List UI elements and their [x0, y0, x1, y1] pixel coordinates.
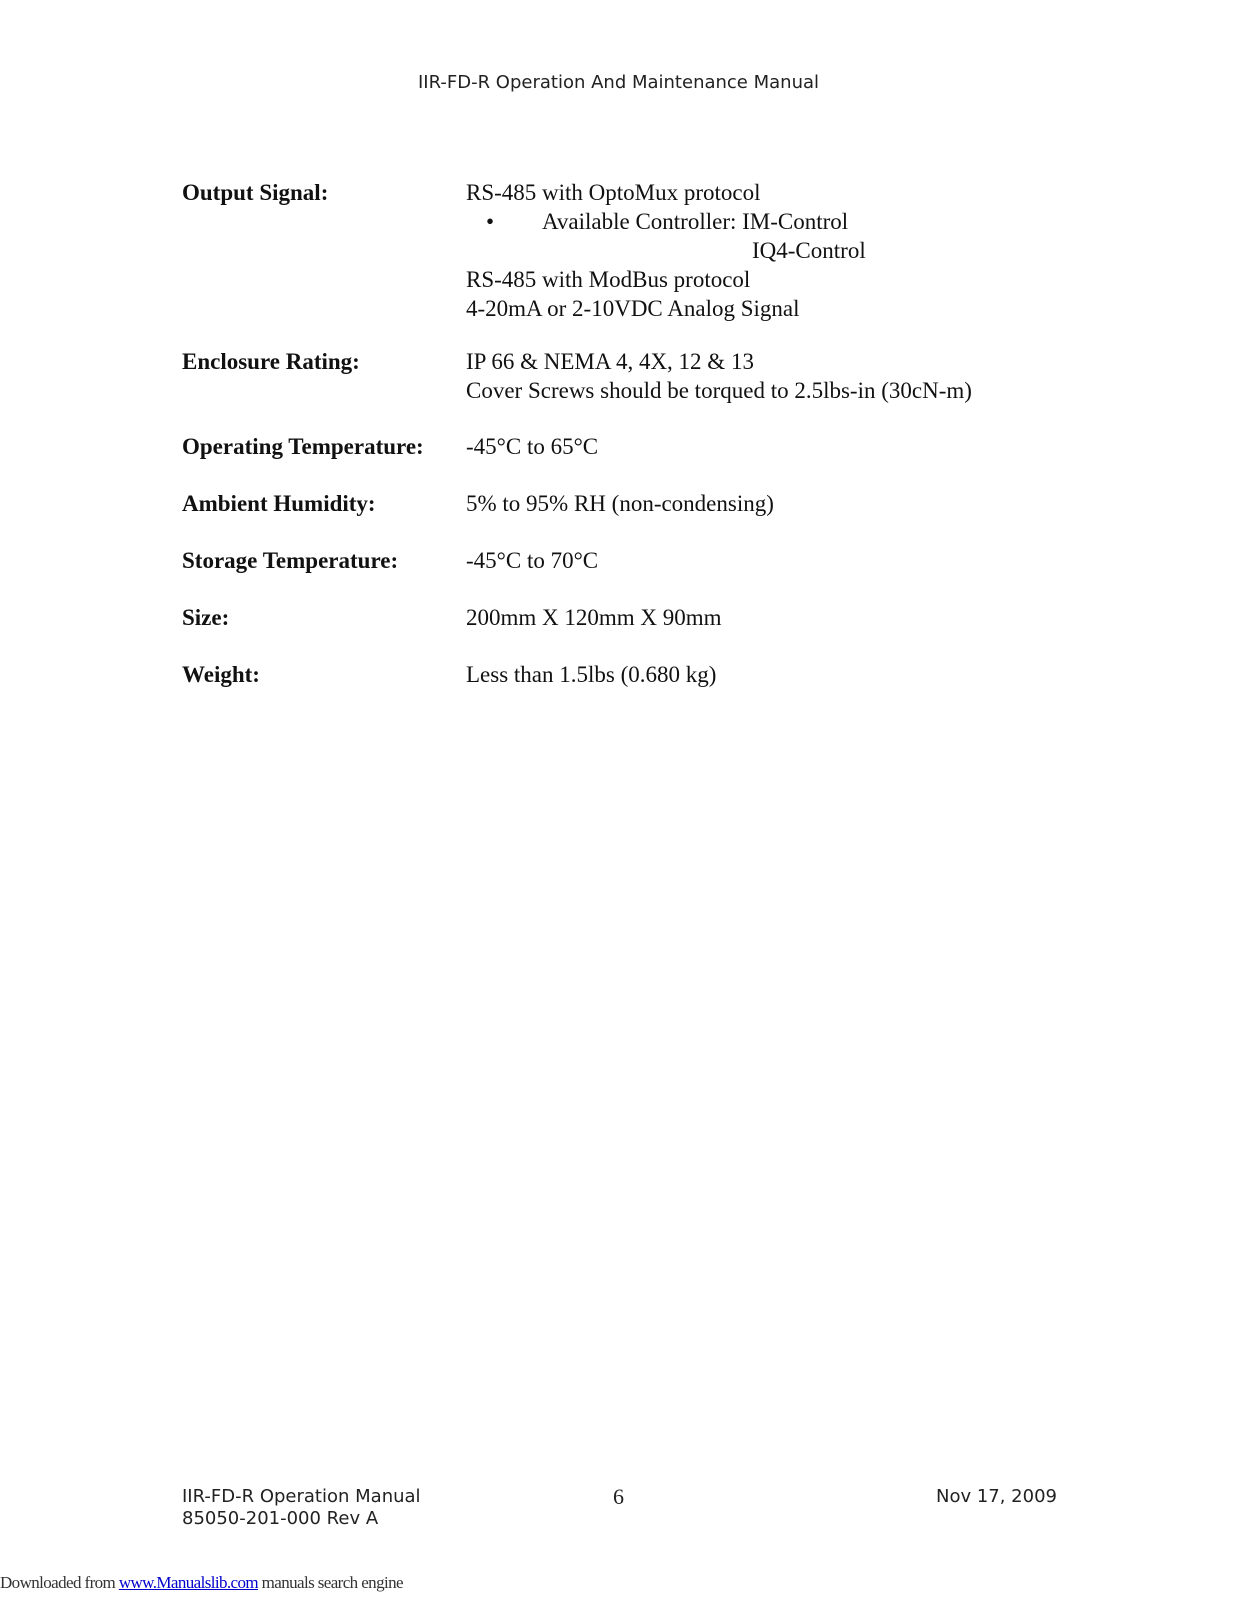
controller-prefix: Available Controller:	[542, 209, 743, 234]
enclosure-line-ip: IP 66 & NEMA 4, 4X, 12 & 13	[466, 349, 754, 374]
controller-bullet-line	[466, 207, 866, 236]
download-prefix: Downloaded from	[0, 1573, 119, 1592]
enclosure-line-screws: Cover Screws should be torqued to 2.5lbs-in (30cN-m)	[466, 378, 972, 403]
spec-value: Less than 1.5lbs (0.680 kg)	[466, 662, 717, 687]
spec-value: -45°C to 65°C	[466, 434, 599, 459]
running-header: IIR-FD-R Operation And Maintenance Manual	[417, 72, 820, 93]
footer-part-number: 85050-201-000 Rev A	[182, 1508, 379, 1529]
spec-value: 200mm X 120mm X 90mm	[466, 605, 722, 630]
spec-label: Size:	[182, 605, 230, 630]
download-suffix: manuals search engine	[258, 1573, 403, 1592]
controller-im: IM-Control	[742, 209, 849, 234]
footer-manual-name: IIR-FD-R Operation Manual	[182, 1486, 421, 1507]
spec-value: 5% to 95% RH (non-condensing)	[466, 491, 774, 516]
spec-label: Weight:	[182, 662, 260, 687]
download-banner	[0, 1573, 403, 1593]
output-line-modbus: RS-485 with ModBus protocol	[466, 267, 751, 292]
spec-value	[466, 178, 866, 323]
spec-value: -45°C to 70°C	[466, 548, 599, 573]
page-number: 6	[613, 1484, 624, 1509]
spec-label: Enclosure Rating:	[182, 349, 360, 374]
output-line-optomux: RS-485 with OptoMux protocol	[466, 180, 761, 205]
spec-label: Operating Temperature:	[182, 434, 424, 459]
spec-value	[466, 347, 972, 405]
footer-date: Nov 17, 2009	[935, 1486, 1057, 1507]
spec-label: Storage Temperature:	[182, 548, 399, 573]
output-line-analog: 4-20mA or 2-10VDC Analog Signal	[466, 296, 800, 321]
spec-label: Output Signal:	[182, 180, 329, 205]
spec-label: Ambient Humidity:	[182, 491, 376, 516]
controller-iq4: IQ4-Control	[752, 238, 866, 263]
bullet-icon: •	[486, 209, 495, 234]
manualslib-link[interactable]: www.Manualslib.com	[118, 1573, 259, 1592]
